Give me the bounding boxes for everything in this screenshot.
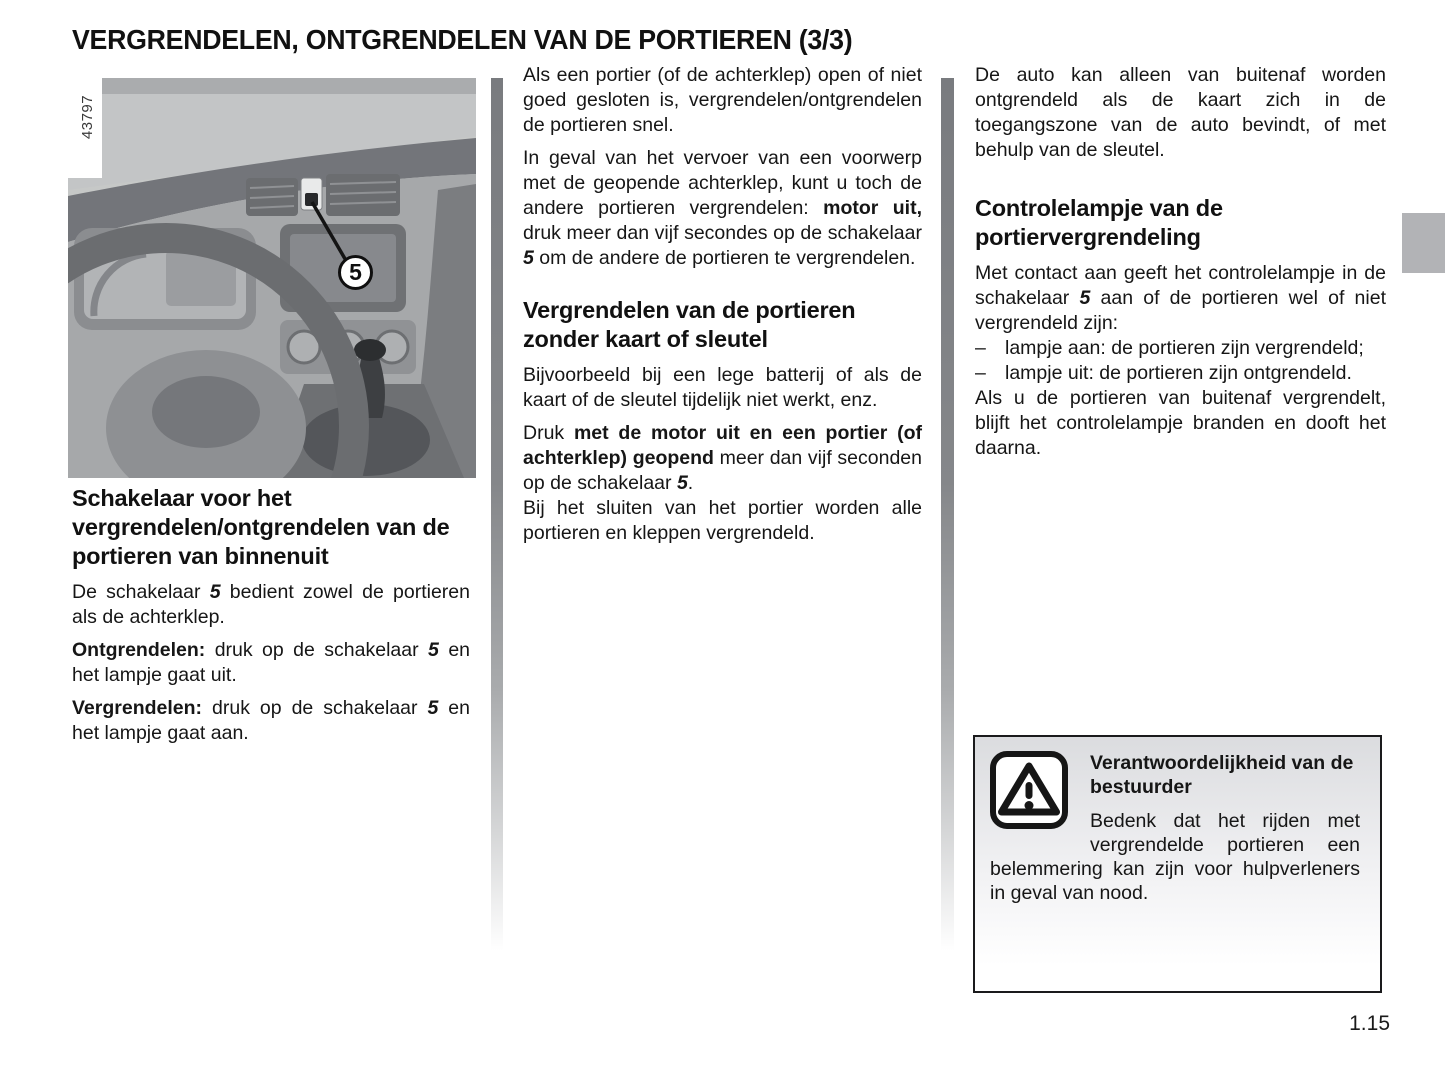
- paragraph: Vergrendelen: druk op de schakelaar 5 en het lampje gaat aan.: [72, 697, 470, 744]
- paragraph: Als een portier (of de achterklep) open of niet goed gesloten is, vergrendelen/ontgrendelen de portieren snel.: [523, 64, 922, 136]
- column-divider: [491, 78, 503, 978]
- chapter-tab-marker: [1402, 213, 1445, 273]
- page-title: VERGRENDELEN, ONTGRENDELEN VAN DE PORTIEREN (3/3): [72, 24, 853, 55]
- column-divider: [941, 78, 954, 978]
- callout-5-badge: 5: [338, 255, 373, 290]
- paragraph: Met contact aan geeft het controlelampje in de schakelaar 5 aan of de portieren wel of niet vergrendeld zijn:: [975, 262, 1386, 334]
- paragraph: Ontgrendelen: druk op de schakelaar 5 en het lampje gaat uit.: [72, 639, 471, 686]
- column-right: [975, 63, 1386, 461]
- figure-photo-number: 43797: [79, 94, 96, 140]
- section-heading: Schakelaar voor het vergrendelen/ontgrendelen van de portieren van binnenuit: [72, 485, 450, 569]
- list-item-text: lampje aan: de portieren zijn vergrendeld;: [1005, 337, 1364, 359]
- paragraph: Als u de portieren van buitenaf vergrendelt, blijft het controlelampje branden en dooft het daarna.: [975, 387, 1386, 459]
- section-heading: Controlelampje van de portiervergrendeling: [975, 195, 1223, 250]
- warning-title: Verantwoordelijkheid van de bestuurder: [1090, 752, 1354, 798]
- list-item-text: lampje uit: de portieren zijn ontgrendeld.: [1005, 362, 1352, 384]
- warning-triangle-icon: [990, 751, 1068, 829]
- list-dash: –: [975, 362, 986, 384]
- column-left: [72, 484, 470, 754]
- paragraph: Druk met de motor uit en een portier (of achterklep) geopend meer dan vijf seconden op de schakelaar 5.: [523, 422, 923, 494]
- figure-dashboard: [68, 78, 476, 478]
- list-item: [975, 336, 1386, 361]
- list-dash: –: [975, 337, 986, 359]
- paragraph: De auto kan alleen van buitenaf worden ontgrendeld als de kaart zich in de toegangszone van de auto bevindt, of met behulp van de sleutel.: [975, 64, 1386, 161]
- dashboard-illustration: [68, 78, 476, 478]
- page-number: 1.15: [1349, 1012, 1390, 1035]
- warning-text: Bedenk dat het rijden met vergrendelde portieren een belemmering kan zijn voor hulpverleners in geval van nood.: [990, 810, 1360, 904]
- section-heading: Vergrendelen van de portieren zonder kaart of sleutel: [523, 297, 856, 352]
- list-item: [975, 361, 1386, 386]
- paragraph: De schakelaar 5 bedient zowel de portieren als de achterklep.: [72, 581, 470, 628]
- paragraph: Bij het sluiten van het portier worden alle portieren en kleppen vergrendeld.: [523, 497, 922, 544]
- paragraph: Bijvoorbeeld bij een lege batterij of als de kaart of de sleutel tijdelijk niet werkt, enz.: [523, 364, 922, 411]
- paragraph: In geval van het vervoer van een voorwerp met de geopende achterklep, kunt u toch de andere portieren vergrendelen: motor uit, druk meer dan vijf secondes op de schakelaar 5 om de andere de portieren te vergrendelen.: [523, 147, 923, 269]
- column-middle: [523, 63, 922, 546]
- warning-box: [973, 735, 1382, 993]
